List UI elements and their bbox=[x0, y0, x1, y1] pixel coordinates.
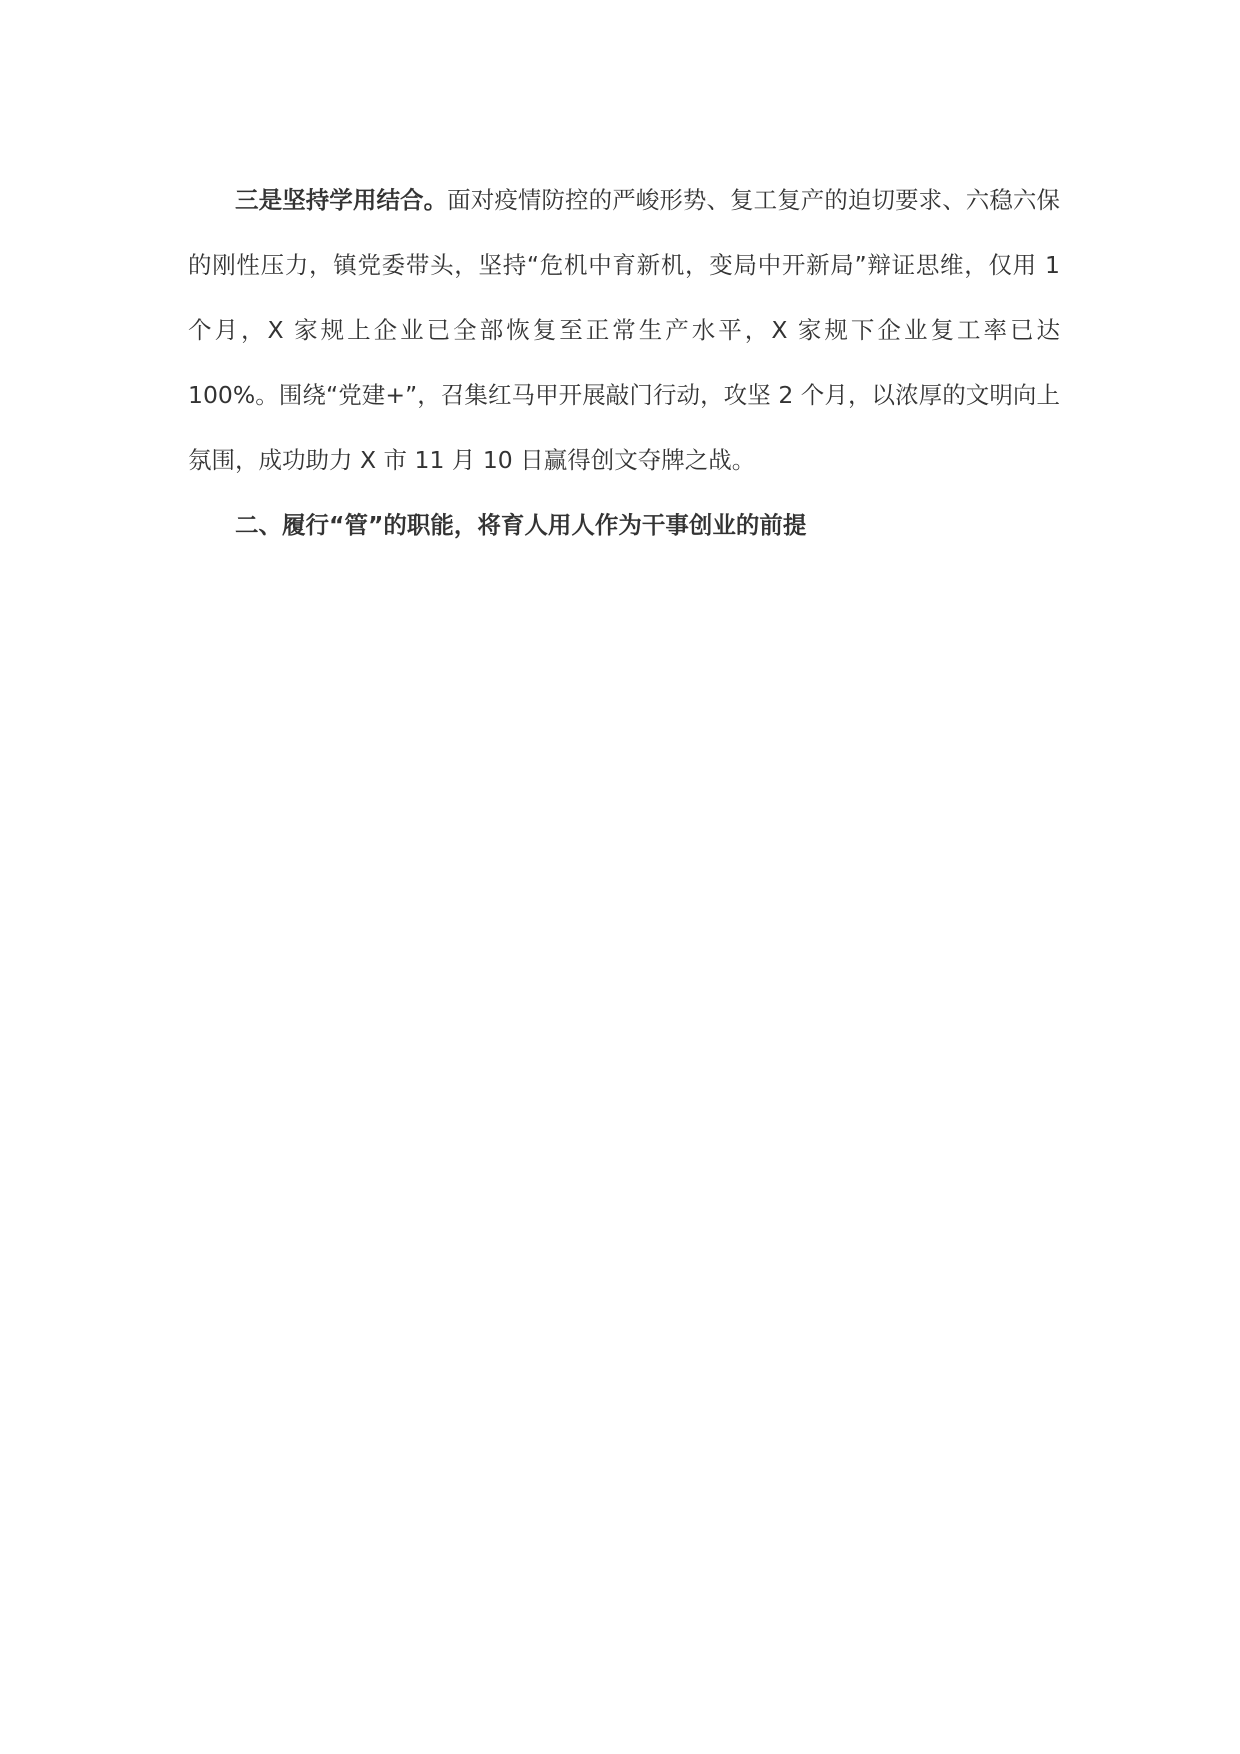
paragraph-study-application bbox=[188, 168, 1060, 493]
section-heading: 二、履行“管”的职能，将育人用人作为干事创业的前提 bbox=[235, 511, 807, 539]
paragraph-lead: 三是坚持学用结合。 bbox=[235, 186, 448, 214]
document-body bbox=[188, 168, 1060, 558]
paragraph-text: 面对疫情防控的严峻形势、复工复产的迫切要求、六稳六保的刚性压力，镇党委带头，坚持“危机中育新机，变局中开新局”辩证思维，仅用 1 个月，X 家规上企业已全部恢复至正常生产水平，X 家规下企业复工率已达 100%。围绕“党建+”，召集红马甲开展敲门行动，攻坚 2 个月，以浓厚的文明向上氛围，成功助力 X 市 11 月 10 日赢得创文夺牌之战。 bbox=[188, 186, 1061, 474]
